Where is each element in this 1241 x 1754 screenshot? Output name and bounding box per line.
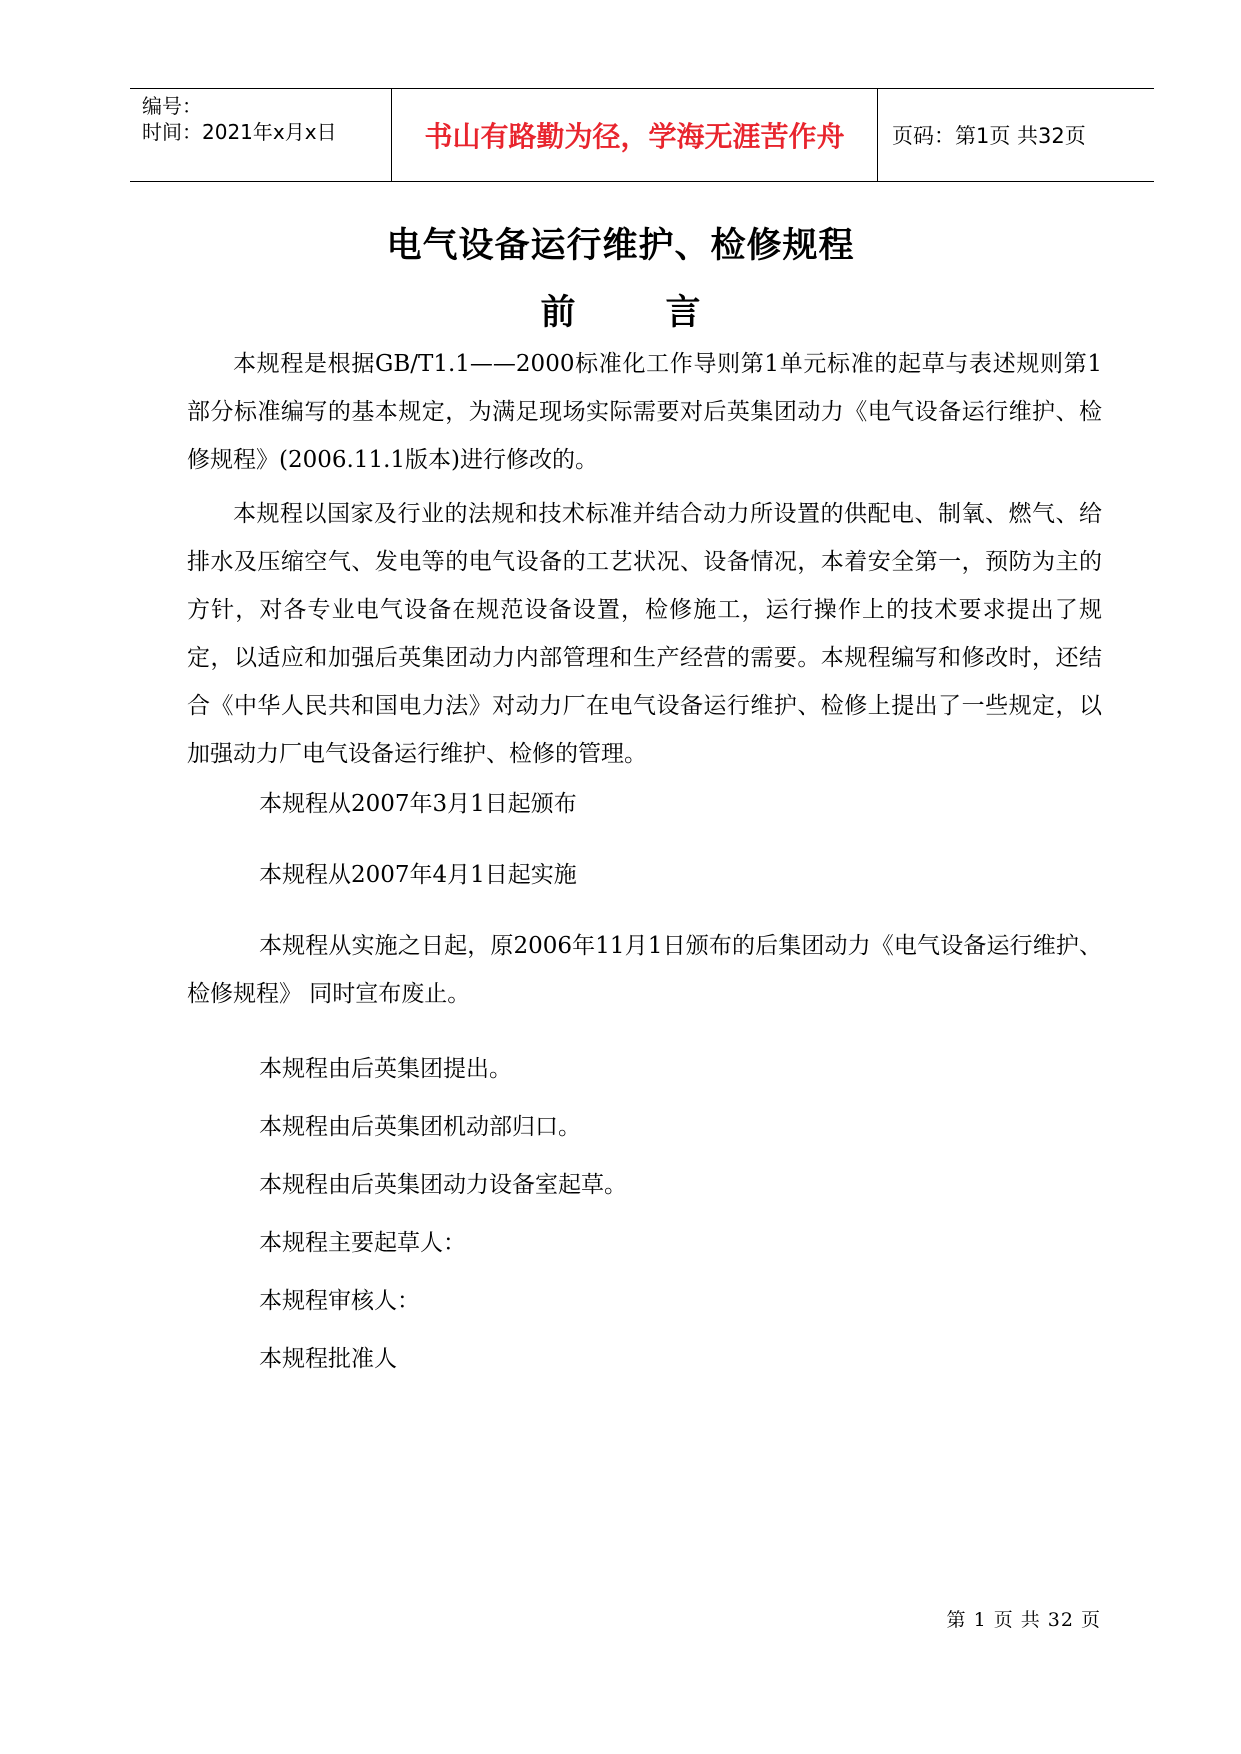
body-block-1 <box>187 340 1102 484</box>
paragraph-approver: 本规程批准人 <box>259 1346 397 1372</box>
body-block-5 <box>187 922 1102 1018</box>
paragraph-repeal: 本规程从实施之日起，原2006年11月1日颁布的后集团动力《电气设备运行维护、检修规程》 同时宣布废止。 <box>187 933 1102 1007</box>
footer-page-number: 第 1 页 共 32 页 <box>946 1609 1101 1631</box>
body-block-8 <box>187 1161 1102 1209</box>
page-header <box>130 88 1154 182</box>
document-time-label: 时间：2021年x月x日 <box>142 120 337 144</box>
document-number-label: 编号： <box>142 94 202 118</box>
paragraph-issue-date: 本规程从2007年3月1日起颁布 <box>259 791 577 817</box>
paragraph-proposer: 本规程由后英集团提出。 <box>259 1056 512 1082</box>
header-meta-cell <box>130 89 392 181</box>
body-block-7 <box>187 1103 1102 1151</box>
body-block-6 <box>187 1045 1102 1093</box>
body-block-2 <box>187 490 1102 778</box>
body-block-11 <box>187 1335 1102 1383</box>
body-block-3 <box>187 780 1102 828</box>
document-title: 电气设备运行维护、检修规程 <box>386 226 855 266</box>
paragraph-reviewer: 本规程审核人： <box>259 1288 420 1314</box>
header-motto: 书山有路勤为径，学海无涯苦作舟 <box>392 89 878 181</box>
paragraph-drafter-unit: 本规程由后英集团动力设备室起草。 <box>259 1172 627 1198</box>
paragraph-effective-date: 本规程从2007年4月1日起实施 <box>259 862 577 888</box>
body-block-4 <box>187 851 1102 899</box>
paragraph-main-drafter: 本规程主要起草人： <box>259 1230 466 1256</box>
preface-heading: 前言 <box>540 293 791 333</box>
body-block-10 <box>187 1277 1102 1325</box>
body-block-9 <box>187 1219 1102 1267</box>
paragraph-scope: 本规程以国家及行业的法规和技术标准并结合动力所设置的供配电、制氧、燃气、给排水及压缩空气、发电等的电气设备的工艺状况、设备情况，本着安全第一，预防为主的方针，对各专业电气设备在规范设备设置，检修施工，运行操作上的技术要求提出了规定，以适应和加强后英集团动力内部管理和生产经营的需要。本规程编写和修改时，还结合《中华人民共和国电力法》对动力厂在电气设备运行维护、检修上提出了一些规定，以加强动力厂电气设备运行维护、检修的管理。 <box>187 501 1102 767</box>
paragraph-centralizer: 本规程由后英集团机动部归口。 <box>259 1114 581 1140</box>
paragraph-basis: 本规程是根据GB/T1.1——2000标准化工作导则第1单元标准的起草与表述规则第1部分标准编写的基本规定，为满足现场实际需要对后英集团动力《电气设备运行维护、检修规程》(2006.11.1版本)进行修改的。 <box>187 351 1102 473</box>
header-page-number: 页码：第1页 共32页 <box>892 124 1086 148</box>
